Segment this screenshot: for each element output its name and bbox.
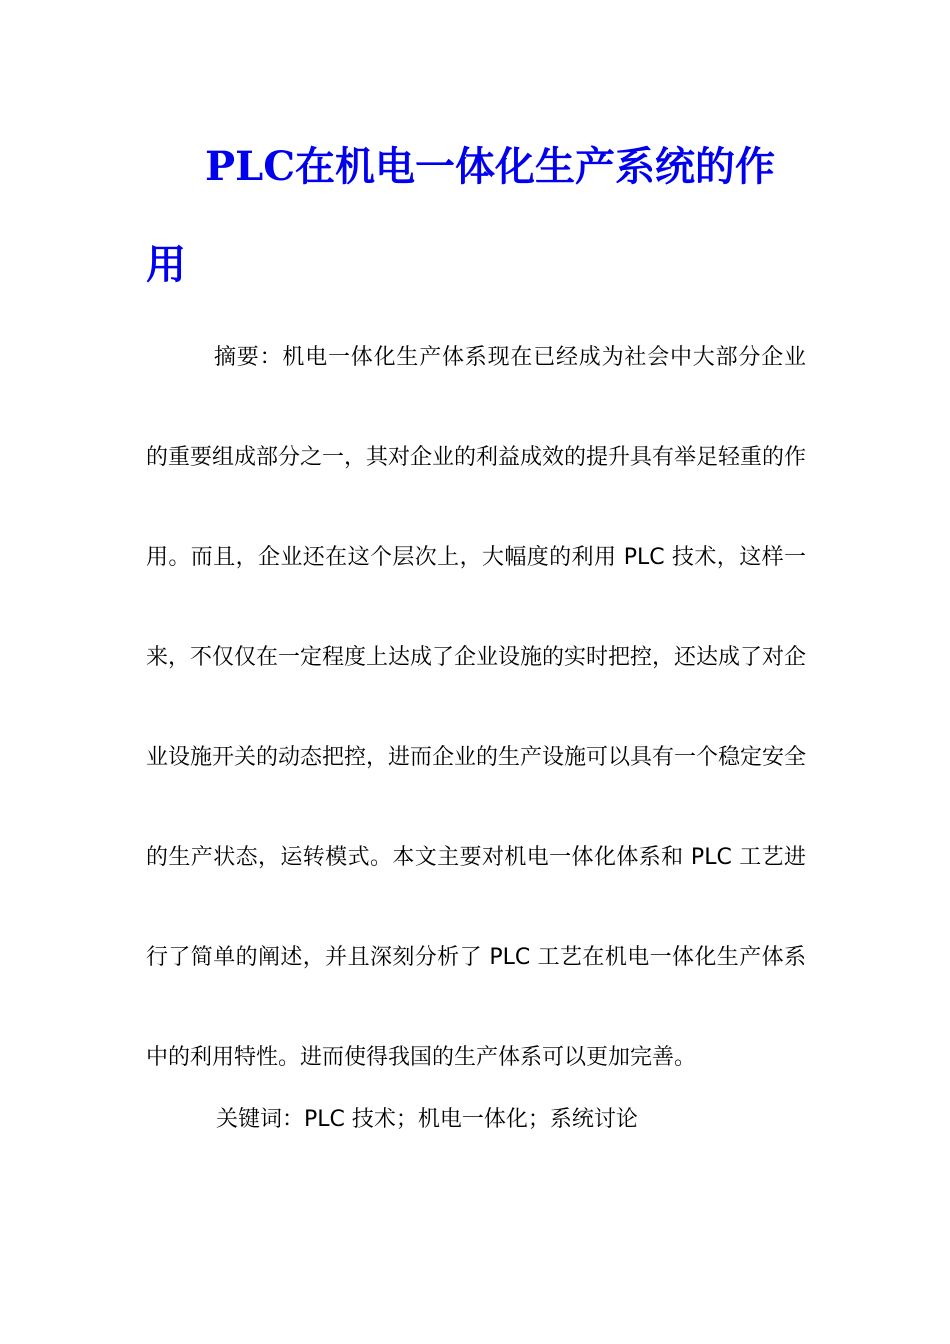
keywords-line: 关键词：PLC 技术；机电一体化；系统讨论 <box>216 1107 638 1132</box>
document-title: PLC在机电一体化生产系统的作用 <box>146 143 776 288</box>
abstract-paragraph: 摘要：机电一体化生产体系现在已经成为社会中大部分企业的重要组成部分之一，其对企业的利益成效的提升具有举足轻重的作用。而且，企业还在这个层次上，大幅度的利用 PLC 技术，这样一来，不仅仅在一定程度上达成了企业设施的实时把控，还达成了对企业设施开关的动态把控，进而企业的生产设施可以具有一个稳定安全的生产状态，运转模式。本文主要对机电一体化体系和 PLC 工艺进行了简单的阐述，并且深刻分析了 PLC 工艺在机电一体化生产体系中的利用特性。进而使得我国的生产体系可以更加完善。 <box>146 345 807 1070</box>
